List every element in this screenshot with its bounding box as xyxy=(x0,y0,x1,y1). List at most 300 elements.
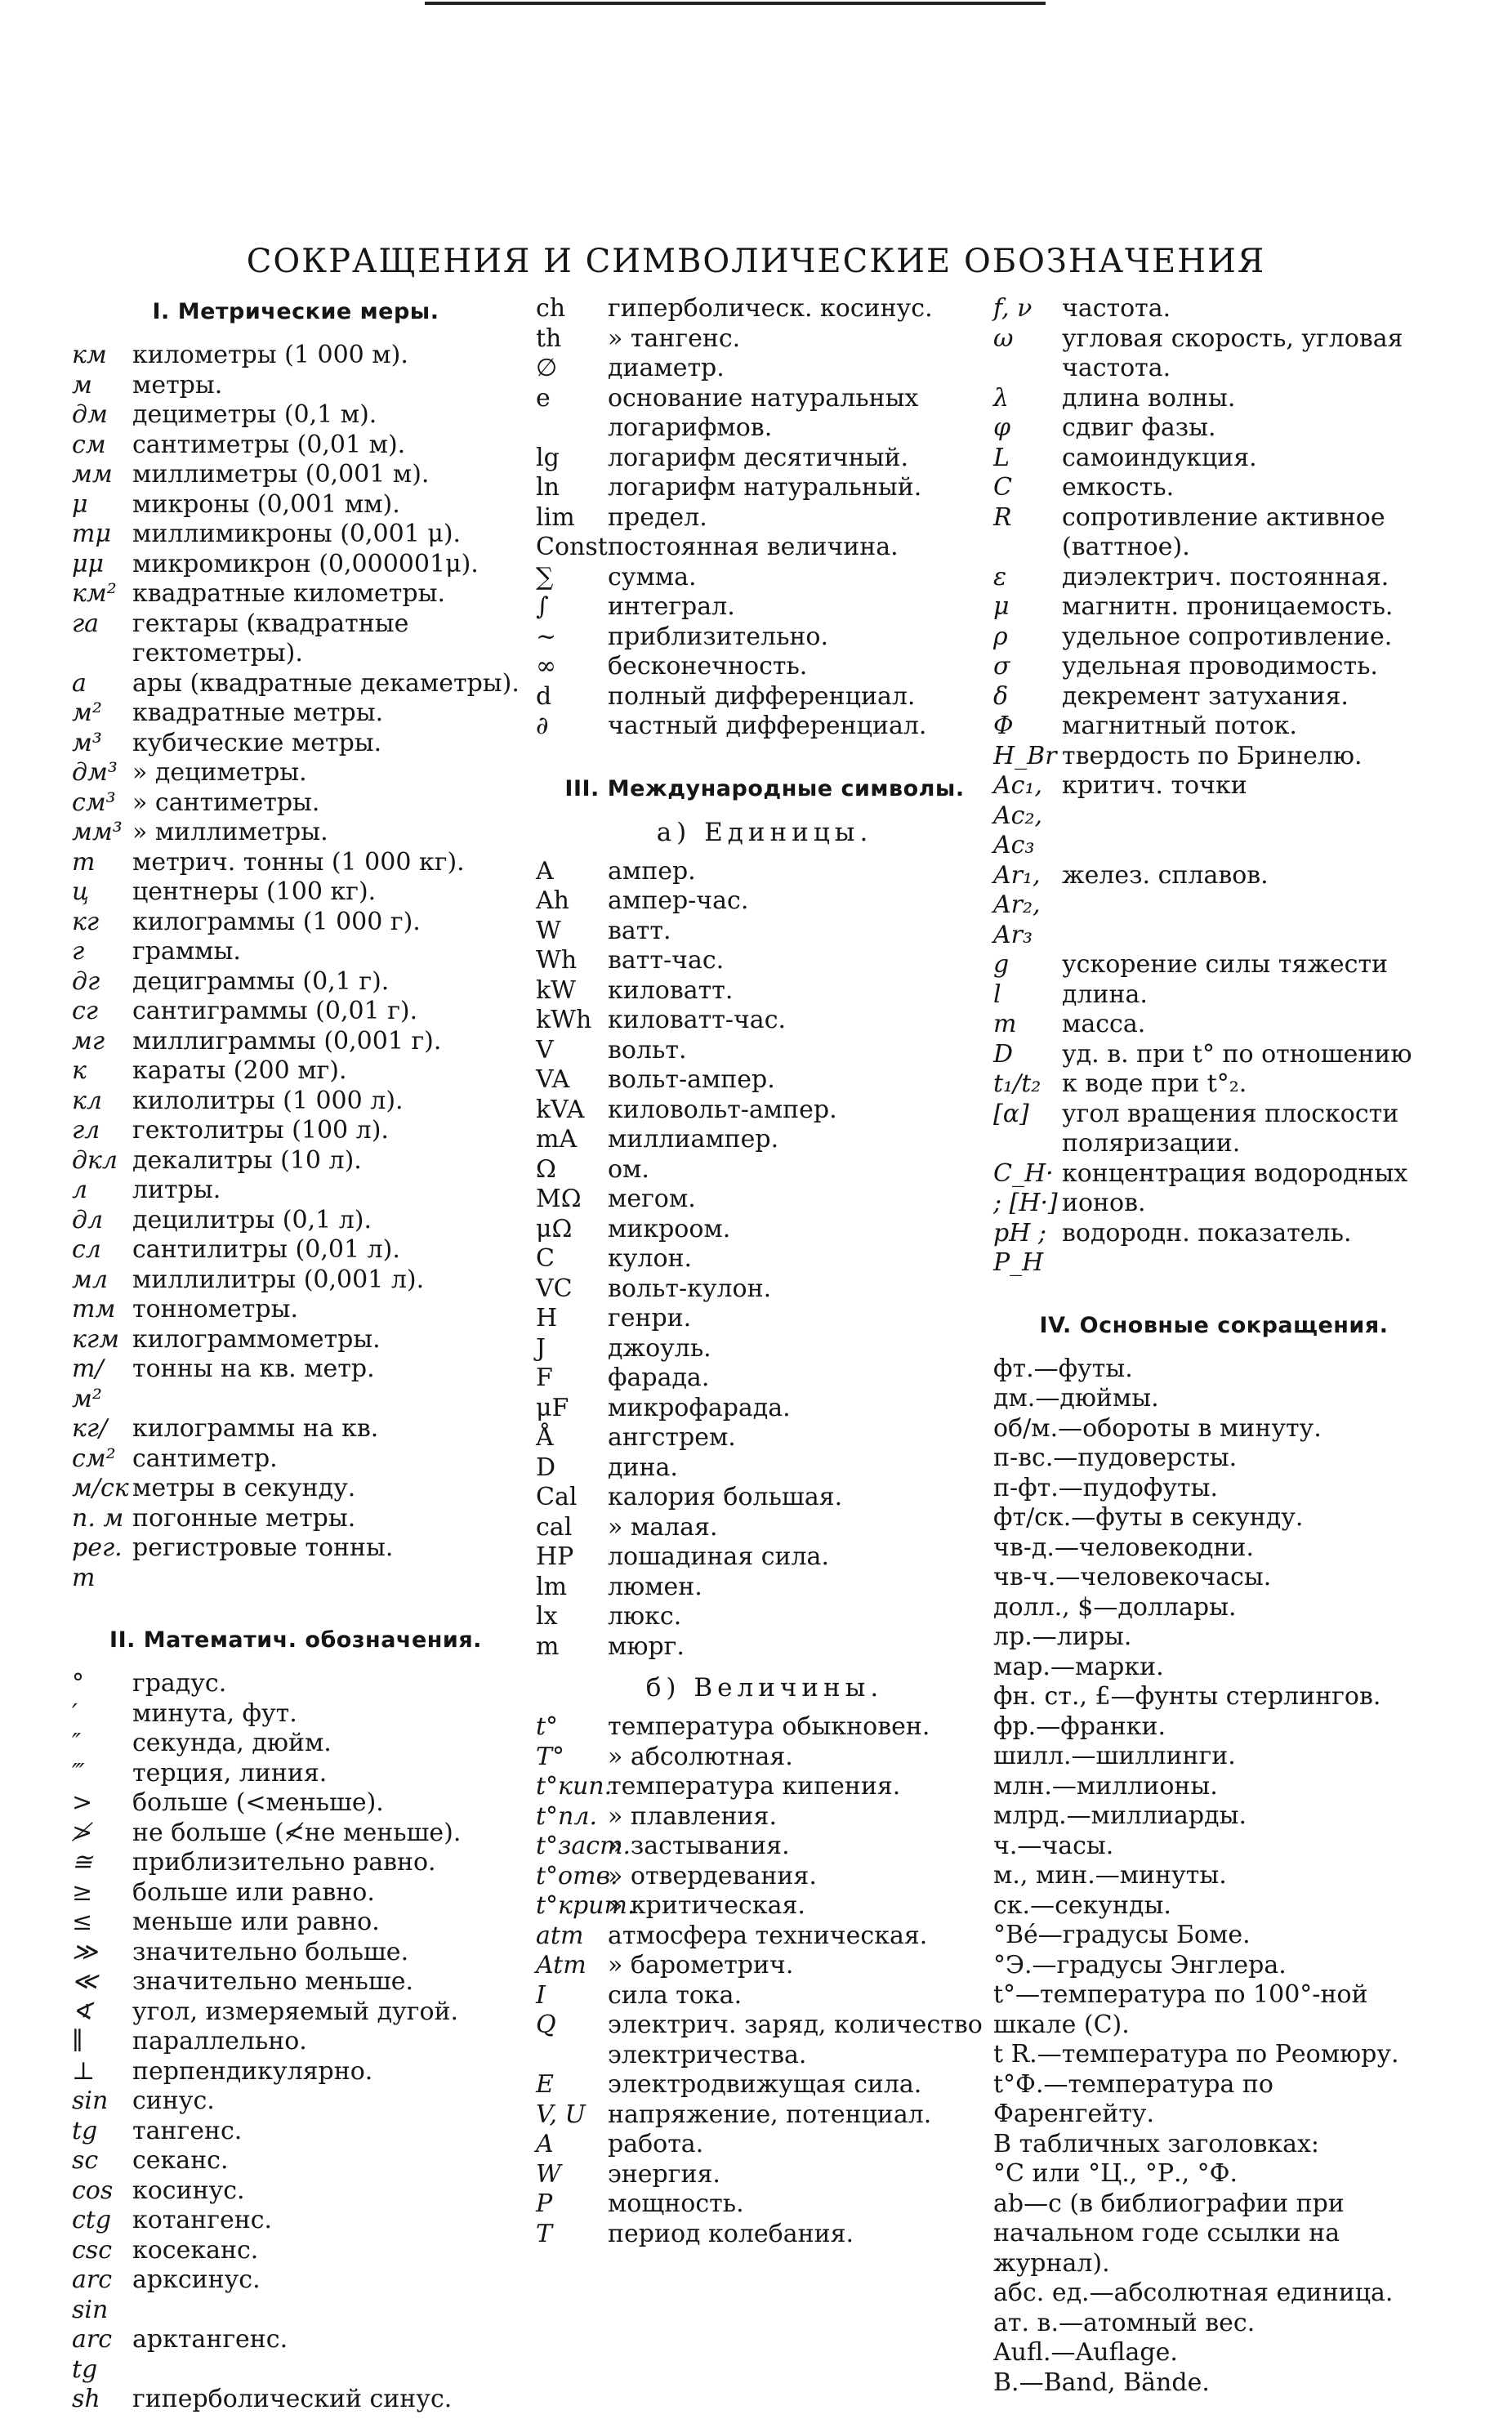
entry-definition: секунда, дюйм. xyxy=(132,1729,332,1757)
abbreviation-line: фт.—футы. xyxy=(993,1354,1133,1383)
entry-symbol: W xyxy=(536,916,561,945)
abbreviation-line: чв-ч.—человекочасы. xyxy=(993,1563,1272,1591)
entry-symbol: Atm xyxy=(536,1951,587,1979)
entry-symbol: л xyxy=(72,1176,88,1204)
entry-symbol: см³ xyxy=(72,788,116,817)
entry-definition: больше (<меньше). xyxy=(132,1788,384,1817)
entry-symbol: ∅ xyxy=(536,354,558,382)
entry-row xyxy=(72,2176,520,2207)
entry-definition: миллилитры (0,001 л). xyxy=(132,1265,425,1294)
entry-symbol: м² xyxy=(72,698,102,727)
entry-symbol: kWh xyxy=(536,1006,592,1034)
entry-definition: полный дифференциал. xyxy=(608,681,916,711)
entry-row xyxy=(72,1235,520,1265)
entry-row xyxy=(993,861,1434,951)
entry-row xyxy=(536,324,993,355)
entry-symbol: кг xyxy=(72,907,100,936)
quantities-list xyxy=(536,1712,993,2249)
entry-definition: косеканс. xyxy=(132,2235,259,2265)
entry-definition: постоянная величина. xyxy=(608,533,899,561)
entry-row xyxy=(536,1155,993,1185)
entry-symbol: MΩ xyxy=(536,1185,582,1213)
entry-definition: фарада. xyxy=(608,1364,710,1392)
entry-definition: метры. xyxy=(132,370,223,399)
entry-row xyxy=(536,623,993,653)
entry-definition: приблизительно равно. xyxy=(132,1848,436,1877)
entry-definition: арксинус. xyxy=(132,2265,261,2294)
entry-definition: вольт. xyxy=(608,1035,687,1064)
entry-symbol: cos xyxy=(72,2176,114,2205)
entry-symbol: ≤ xyxy=(72,1908,93,1936)
entry-definition: угол, измеряемый дугой. xyxy=(132,1997,459,2026)
abbreviation-line: млрд.—миллиарды. xyxy=(993,1801,1247,1830)
entry-row xyxy=(72,2385,520,2415)
entry-symbol: ρ xyxy=(993,622,1008,651)
entry-definition: погонные метры. xyxy=(132,1503,356,1533)
entry-symbol: t° xyxy=(536,1712,559,1741)
entry-row xyxy=(72,371,520,401)
entry-row xyxy=(993,384,1434,414)
entry-definition: косинус. xyxy=(132,2176,245,2205)
entry-definition: миллиампер. xyxy=(608,1125,779,1154)
entry-symbol: га xyxy=(72,609,100,638)
entry-definition: концентрация водородных ионов. xyxy=(1062,1158,1408,1217)
entry-definition: сдвиг фазы. xyxy=(1062,413,1216,442)
entry-row xyxy=(993,444,1434,474)
entry-row xyxy=(536,1065,993,1096)
entry-row xyxy=(536,1951,993,1981)
entry-row xyxy=(72,2087,520,2117)
quantities-list-continued xyxy=(993,294,1434,1279)
entry-definition: микромикрон (0,000001μ). xyxy=(132,549,479,578)
entry-symbol: дм xyxy=(72,400,108,429)
entry-row xyxy=(536,1096,993,1126)
entry-definition: температура обыкновен. xyxy=(608,1712,930,1741)
entry-definition: » застывания. xyxy=(608,1832,790,1860)
entry-row xyxy=(72,1848,520,1878)
entry-definition: сопротивление активное (ваттное). xyxy=(1062,502,1385,561)
entry-definition: тоннометры. xyxy=(132,1295,299,1323)
entry-definition: » тангенс. xyxy=(608,324,741,353)
entry-row xyxy=(536,2070,993,2100)
entry-row xyxy=(72,341,520,371)
entry-row xyxy=(72,1504,520,1534)
entry-row xyxy=(72,400,520,431)
entry-row xyxy=(536,592,993,623)
entry-symbol: I xyxy=(536,1980,546,2010)
entry-symbol: ∢ xyxy=(72,1997,93,2026)
entry-definition: генри. xyxy=(608,1304,692,1332)
entry-row xyxy=(536,294,993,324)
entry-row xyxy=(72,609,520,669)
entry-definition: децилитры (0,1 л). xyxy=(132,1205,372,1234)
abbreviation-line: °Bé—градусы Боме. xyxy=(993,1921,1251,1949)
entry-row xyxy=(536,857,993,887)
abbreviation-line: °C или °Ц., °Р., °Ф. xyxy=(993,2159,1238,2188)
entry-row xyxy=(72,1355,520,1414)
entry-symbol: Wh xyxy=(536,946,578,975)
entry-symbol: μμ xyxy=(72,549,104,578)
entry-row xyxy=(536,473,993,503)
entry-definition: градус. xyxy=(132,1669,227,1698)
entry-definition: меньше или равно. xyxy=(132,1908,380,1936)
entry-row xyxy=(536,682,993,712)
entry-row xyxy=(536,1334,993,1364)
entry-row xyxy=(536,946,993,976)
abbreviation-line: ч.—часы. xyxy=(993,1831,1114,1860)
entry-definition: диэлектрич. постоянная. xyxy=(1062,562,1389,591)
entry-definition: вольт-ампер. xyxy=(608,1065,775,1094)
entry-definition: больше или равно. xyxy=(132,1877,375,1907)
entry-definition: тангенс. xyxy=(132,2116,243,2145)
entry-symbol: th xyxy=(536,324,562,353)
entry-definition: квадратные метры. xyxy=(132,698,384,727)
entry-symbol: arc tg xyxy=(72,2325,113,2384)
top-rule xyxy=(425,2,1046,5)
entry-row xyxy=(72,1967,520,1997)
entry-definition: электродвижущая сила. xyxy=(608,2070,922,2099)
entry-row xyxy=(72,1729,520,1759)
units-list xyxy=(536,857,993,1663)
entry-symbol: ctg xyxy=(72,2206,112,2234)
entry-definition: угол вращения плоскости поляризации. xyxy=(1062,1099,1399,1158)
entry-definition: частота. xyxy=(1062,294,1171,323)
entry-definition: значительно меньше. xyxy=(132,1967,414,1996)
entry-symbol: lx xyxy=(536,1602,558,1631)
entry-row xyxy=(536,354,993,384)
entry-row xyxy=(993,1100,1434,1159)
entry-row xyxy=(536,1036,993,1066)
entry-symbol: λ xyxy=(993,383,1010,413)
entry-symbol: T° xyxy=(536,1742,565,1771)
entry-symbol: мл xyxy=(72,1265,108,1294)
entry-row xyxy=(536,1981,993,2011)
entry-symbol: HP xyxy=(536,1542,574,1571)
entry-definition: арктангенс. xyxy=(132,2325,288,2354)
entry-definition: ом. xyxy=(608,1154,649,1184)
abbreviations-list xyxy=(993,1355,1434,2399)
entry-row xyxy=(72,877,520,908)
entry-row xyxy=(72,1325,520,1355)
metric-list xyxy=(72,341,520,1593)
entry-symbol: кл xyxy=(72,1086,103,1115)
entry-symbol: lim xyxy=(536,502,575,532)
entry-symbol: км² xyxy=(72,579,117,608)
entry-row xyxy=(72,550,520,580)
entry-symbol: рег. т xyxy=(72,1533,123,1592)
entry-symbol: Q xyxy=(536,2011,556,2039)
entry-definition: водородн. показатель. xyxy=(1062,1218,1352,1247)
entry-definition: угловая скорость, угловая частота. xyxy=(1062,324,1403,382)
entry-row xyxy=(72,2027,520,2057)
entry-symbol: sin xyxy=(72,2087,109,2115)
entry-definition: самоиндукция. xyxy=(1062,443,1257,472)
entry-row xyxy=(72,2206,520,2236)
entry-definition: атмосфера техническая. xyxy=(608,1921,928,1950)
entry-row xyxy=(72,1206,520,1236)
entry-definition: сантиметры (0,01 м). xyxy=(132,430,406,459)
entry-symbol: pH ; P_H xyxy=(993,1218,1047,1277)
entry-symbol: мм³ xyxy=(72,818,123,846)
entry-symbol: кг/см² xyxy=(72,1414,116,1473)
entry-symbol: V xyxy=(536,1035,554,1064)
entry-symbol: sh xyxy=(72,2385,100,2413)
entry-definition: основание натуральных логарифмов. xyxy=(608,383,919,442)
entry-definition: » миллиметры. xyxy=(132,818,328,846)
abbreviation-line: млн.—миллионы. xyxy=(993,1771,1218,1801)
abbreviation-line: дм.—дюймы. xyxy=(993,1384,1159,1413)
entry-definition: логарифм натуральный. xyxy=(608,473,922,502)
entry-row xyxy=(72,1087,520,1117)
entry-symbol: m xyxy=(536,1631,560,1661)
entry-symbol: ≥ xyxy=(72,1877,93,1907)
entry-symbol: п. м xyxy=(72,1503,124,1533)
entry-row xyxy=(536,2100,993,2131)
section-heading-metric: I. Метрические меры. xyxy=(152,299,439,324)
entry-row xyxy=(72,2325,520,2385)
abbreviation-line: B.—Band, Bände. xyxy=(993,2368,1210,2397)
entry-row xyxy=(993,1010,1434,1040)
entry-symbol: l xyxy=(993,980,1001,1009)
entry-row xyxy=(536,1573,993,1603)
entry-symbol: а xyxy=(72,668,87,698)
entry-definition: бесконечность. xyxy=(608,652,808,681)
entry-row xyxy=(536,1304,993,1334)
entry-row xyxy=(993,742,1434,772)
entry-definition: диаметр. xyxy=(608,354,725,382)
abbreviation-line: чв-д.—человекодни. xyxy=(993,1533,1255,1562)
entry-row xyxy=(993,473,1434,503)
abbreviation-line: °Э.—градусы Энглера. xyxy=(993,1950,1287,1979)
entry-row xyxy=(72,848,520,878)
entry-row xyxy=(72,1699,520,1730)
entry-symbol: mA xyxy=(536,1125,578,1154)
abbreviation-line: фт/ск.—футы в секунду. xyxy=(993,1503,1304,1532)
entry-definition: регистровые тонны. xyxy=(132,1533,394,1562)
entry-row xyxy=(72,1474,520,1504)
entry-row xyxy=(993,771,1434,861)
entry-row xyxy=(72,1759,520,1789)
entry-definition: уд. в. при t° по отношению к воде при t°₂. xyxy=(1062,1039,1412,1098)
entry-definition: температура кипения. xyxy=(608,1772,901,1801)
entry-symbol: Const xyxy=(536,533,608,561)
entry-row xyxy=(536,1802,993,1832)
subheading-units: а) Единицы. xyxy=(656,817,873,847)
entry-row xyxy=(72,818,520,848)
entry-symbol: sc xyxy=(72,2146,99,2175)
entry-row xyxy=(536,444,993,474)
entry-definition: сумма. xyxy=(608,562,697,591)
entry-row xyxy=(536,1453,993,1484)
column-3 xyxy=(993,294,1434,2398)
entry-symbol: E xyxy=(536,2070,554,2099)
entry-definition: мощность. xyxy=(608,2189,744,2218)
entry-row xyxy=(536,1423,993,1453)
entry-row xyxy=(536,533,993,563)
entry-definition: » критическая. xyxy=(608,1891,805,1920)
entry-symbol: μ xyxy=(993,592,1010,621)
entry-symbol: ~ xyxy=(536,622,557,651)
abbreviation-line: мар.—марки. xyxy=(993,1652,1164,1681)
entry-definition: декремент затухания. xyxy=(1062,681,1349,711)
entry-row xyxy=(536,2189,993,2220)
entry-row xyxy=(536,1394,993,1424)
entry-definition: лошадиная сила. xyxy=(608,1542,829,1571)
entry-symbol: см xyxy=(72,430,106,459)
entry-symbol: Cal xyxy=(536,1483,578,1511)
entry-row xyxy=(993,1040,1434,1100)
entry-definition: терция, линия. xyxy=(132,1758,328,1788)
entry-row xyxy=(72,698,520,729)
entry-symbol: arc sin xyxy=(72,2265,113,2324)
entry-row xyxy=(72,1027,520,1057)
entry-row xyxy=(536,1632,993,1663)
entry-definition: гиперболический синус. xyxy=(132,2385,453,2413)
entry-row xyxy=(536,1602,993,1632)
entry-symbol: e xyxy=(536,383,551,413)
entry-row xyxy=(993,623,1434,653)
entry-symbol: гл xyxy=(72,1116,100,1145)
entry-row xyxy=(993,294,1434,324)
entry-row xyxy=(72,908,520,938)
entry-definition: километры (1 000 м). xyxy=(132,341,408,369)
entry-row xyxy=(536,976,993,1006)
entry-definition: ары (квадратные декаметры). xyxy=(132,668,520,698)
entry-row xyxy=(72,1056,520,1087)
entry-symbol: дм³ xyxy=(72,758,118,787)
entry-symbol: ≯ xyxy=(72,1818,93,1847)
entry-symbol: t°заст. xyxy=(536,1832,631,1860)
entry-symbol: δ xyxy=(993,681,1009,711)
entry-row xyxy=(72,729,520,759)
entry-definition: логарифм десятичный. xyxy=(608,443,909,472)
entry-definition: работа. xyxy=(608,2130,704,2158)
entry-definition: удельное сопротивление. xyxy=(1062,622,1393,651)
entry-symbol: ⊥ xyxy=(72,2056,96,2086)
entry-symbol: d xyxy=(536,681,552,711)
entry-definition: перпендикулярно. xyxy=(132,2056,373,2086)
abbreviation-line: фн. ст., £—фунты стерлингов. xyxy=(993,1682,1381,1711)
entry-symbol: к xyxy=(72,1056,87,1085)
entry-definition: кулон. xyxy=(608,1244,693,1273)
entry-definition: квадратные километры. xyxy=(132,579,446,608)
entry-definition: синус. xyxy=(132,2087,215,2115)
entry-definition: » плавления. xyxy=(608,1801,777,1831)
entry-symbol: A xyxy=(536,856,554,886)
entry-row xyxy=(72,1414,520,1474)
entry-row xyxy=(72,1176,520,1206)
entry-row xyxy=(536,1364,993,1394)
entry-definition: ангстрем. xyxy=(608,1423,736,1452)
entry-definition: секанс. xyxy=(132,2146,229,2175)
entry-symbol: сг xyxy=(72,997,98,1025)
entry-row xyxy=(536,1921,993,1952)
entry-definition: ватт-час. xyxy=(608,946,725,975)
entry-definition: килолитры (1 000 л). xyxy=(132,1086,404,1115)
entry-definition: желез. сплавов. xyxy=(1062,860,1269,890)
entry-row xyxy=(72,431,520,461)
entry-definition: миллиметры (0,001 м). xyxy=(132,460,430,489)
entry-symbol: D t₁/t₂ xyxy=(993,1039,1041,1098)
entry-row xyxy=(72,460,520,490)
entry-symbol: kW xyxy=(536,975,577,1005)
entry-symbol: VA xyxy=(536,1065,570,1094)
entry-definition: литры. xyxy=(132,1176,221,1204)
entry-symbol: P xyxy=(536,2189,553,2218)
entry-row xyxy=(72,2057,520,2087)
entry-row xyxy=(536,1125,993,1155)
entry-row xyxy=(72,1265,520,1296)
entry-symbol: J xyxy=(536,1333,546,1363)
entry-definition: значительно больше. xyxy=(132,1937,409,1966)
entry-row xyxy=(993,324,1434,384)
entry-symbol: C xyxy=(993,473,1012,502)
entry-row xyxy=(72,1669,520,1699)
entry-row xyxy=(993,950,1434,980)
entry-definition: киловатт-час. xyxy=(608,1006,787,1034)
entry-row xyxy=(72,1819,520,1849)
entry-row xyxy=(536,1185,993,1215)
entry-symbol: A xyxy=(536,2130,554,2158)
entry-symbol: R xyxy=(993,502,1012,532)
entry-symbol: mμ xyxy=(72,520,111,548)
entry-symbol: lm xyxy=(536,1572,568,1601)
entry-symbol: ″ xyxy=(72,1729,82,1757)
entry-symbol: ° xyxy=(72,1669,84,1698)
abbreviation-line: В табличных заголовках: xyxy=(993,2129,1320,2158)
abbreviation-line: фр.—франки. xyxy=(993,1712,1166,1741)
entry-row xyxy=(536,1862,993,1892)
entry-definition: приблизительно. xyxy=(608,622,828,651)
entry-row xyxy=(72,1116,520,1146)
entry-definition: кубические метры. xyxy=(132,728,382,757)
entry-row xyxy=(536,2220,993,2250)
entry-row xyxy=(993,1159,1434,1219)
entry-definition: караты (200 мг). xyxy=(132,1056,347,1085)
entry-row xyxy=(72,1908,520,1938)
entry-row xyxy=(536,712,993,742)
entry-definition: » абсолютная. xyxy=(608,1742,793,1771)
column-1 xyxy=(72,294,520,2415)
entry-row xyxy=(536,1006,993,1036)
entry-definition: » сантиметры. xyxy=(132,788,320,817)
entry-definition: тонны на кв. метр. xyxy=(132,1355,375,1383)
entry-row xyxy=(993,1219,1434,1279)
entry-row xyxy=(72,1997,520,2028)
entry-symbol: ≪ xyxy=(72,1967,98,1996)
entry-symbol: Å xyxy=(536,1423,554,1452)
entry-row xyxy=(536,1244,993,1274)
entry-row xyxy=(536,384,993,444)
entry-symbol: м xyxy=(72,370,92,399)
abbreviation-line: t°—температура по 100°-ной шкале (C). xyxy=(993,1980,1368,2039)
abbreviation-line: об/м.—обороты в минуту. xyxy=(993,1413,1322,1443)
entry-row xyxy=(72,2265,520,2325)
entry-definition: гектолитры (100 л). xyxy=(132,1116,389,1145)
entry-symbol: тм xyxy=(72,1295,116,1323)
entry-symbol: lg xyxy=(536,443,560,472)
entry-symbol: ∂ xyxy=(536,712,549,740)
entry-symbol: дл xyxy=(72,1205,104,1234)
entry-row xyxy=(536,1483,993,1513)
entry-definition: сантиграммы (0,01 г). xyxy=(132,997,418,1025)
entry-row xyxy=(536,563,993,593)
entry-definition: микроом. xyxy=(608,1214,731,1243)
entry-row xyxy=(536,2160,993,2190)
entry-symbol: C xyxy=(536,1244,555,1273)
entry-definition: длина. xyxy=(1062,980,1148,1009)
entry-definition: центнеры (100 кг). xyxy=(132,877,377,906)
